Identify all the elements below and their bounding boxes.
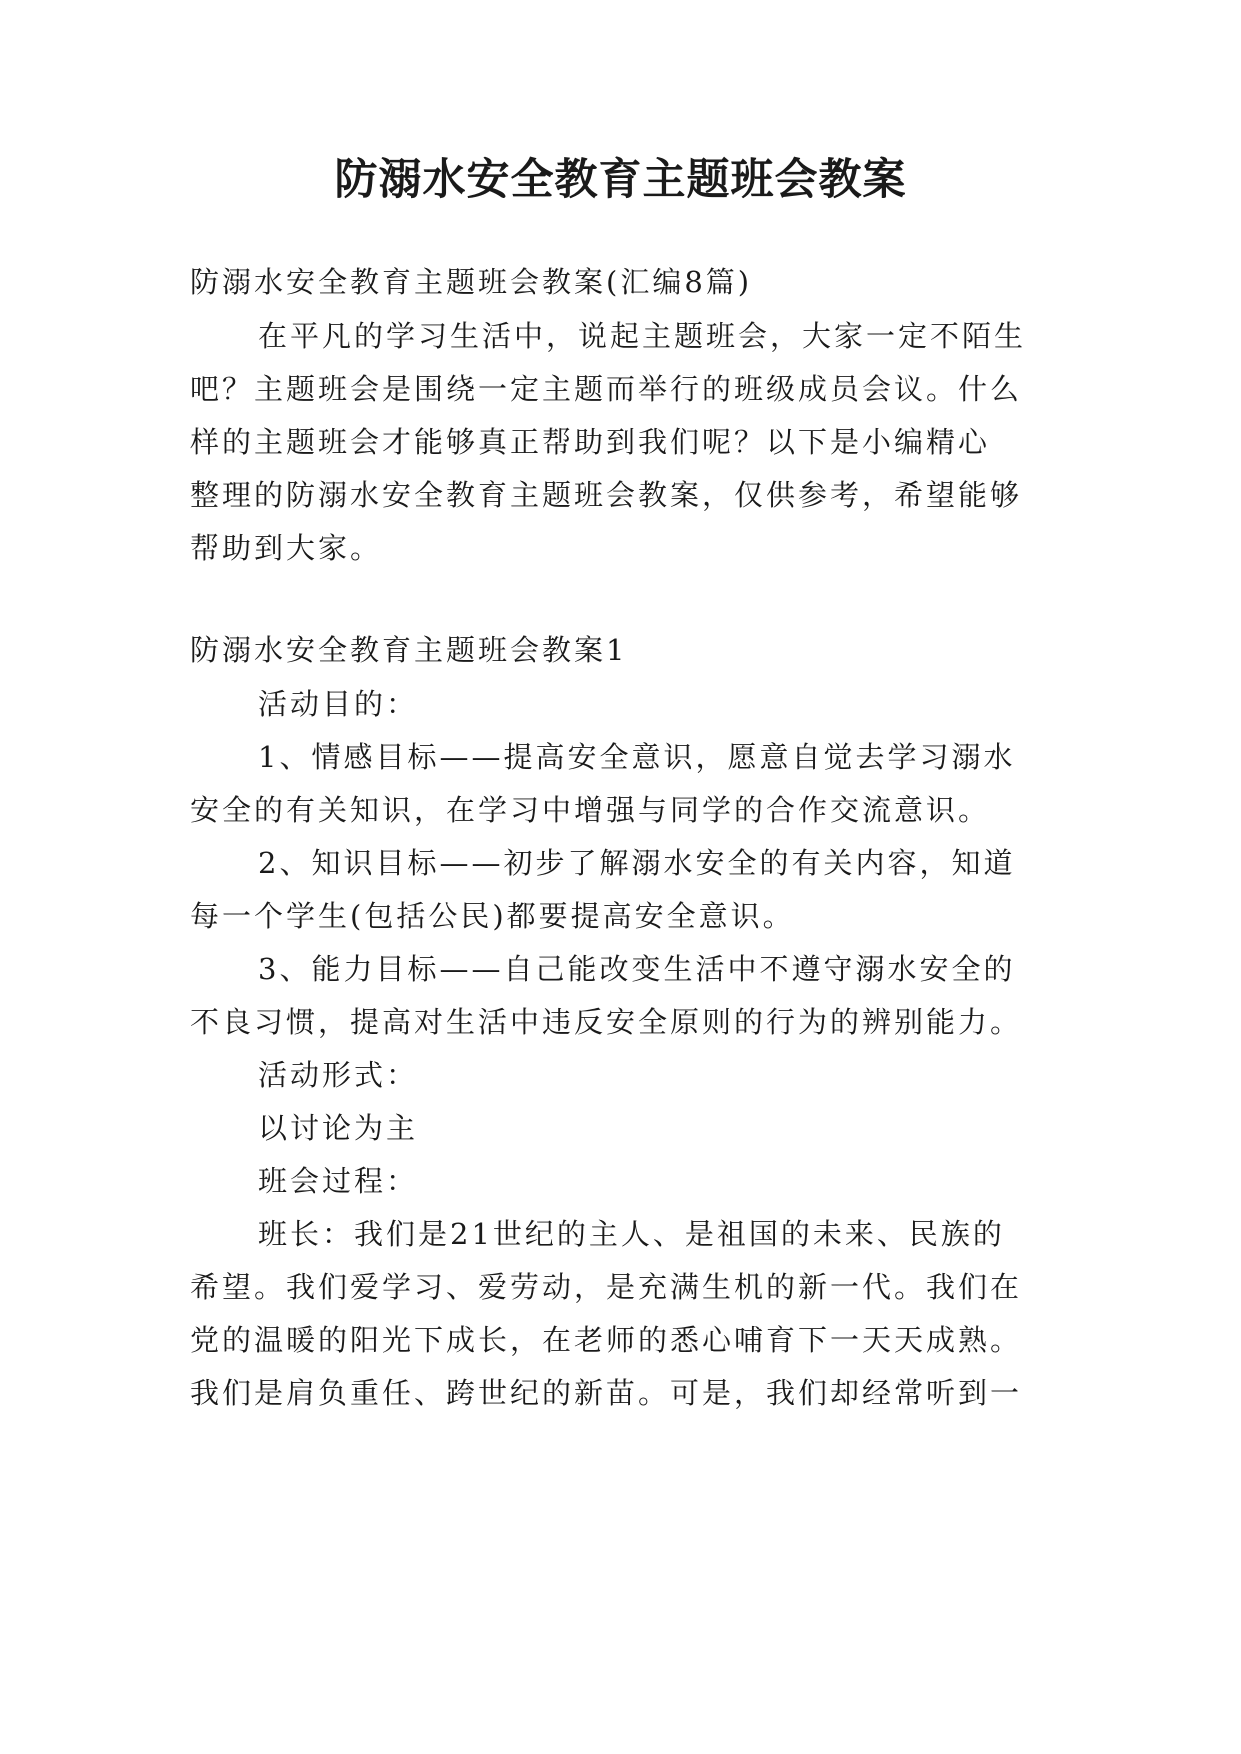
speech-line: 班长：我们是21世纪的主人、是祖国的未来、民族的 (258, 1217, 1005, 1251)
goal-line: 每一个学生(包括公民)都要提高安全意识。 (190, 899, 795, 933)
goal-line: 安全的有关知识，在学习中增强与同学的合作交流意识。 (190, 793, 991, 827)
intro-line: 帮助到大家。 (190, 531, 383, 565)
speech-line: 我们是肩负重任、跨世纪的新苗。可是，我们却经常听到一 (190, 1376, 1023, 1410)
intro-line: 在平凡的学习生活中，说起主题班会，大家一定不陌生 (258, 319, 1027, 353)
speech-line: 希望。我们爱学习、爱劳动，是充满生机的新一代。我们在 (190, 1270, 1023, 1304)
document-subtitle: 防溺水安全教育主题班会教案(汇编8篇) (190, 265, 753, 299)
goal-line: 1、情感目标——提高安全意识，愿意自觉去学习溺水 (258, 740, 1016, 774)
process-label: 班会过程： (258, 1164, 419, 1198)
intro-line: 整理的防溺水安全教育主题班会教案，仅供参考，希望能够 (190, 478, 1023, 512)
intro-line: 吧？主题班会是围绕一定主题而举行的班级成员会议。什么 (190, 372, 1023, 406)
speech-line: 党的温暖的阳光下成长，在老师的悉心哺育下一天天成熟。 (190, 1323, 1023, 1357)
intro-line: 样的主题班会才能够真正帮助到我们呢？以下是小编精心 (190, 425, 991, 459)
activity-form-label: 活动形式： (258, 1058, 419, 1092)
section-heading: 防溺水安全教育主题班会教案1 (190, 633, 628, 667)
goal-line: 不良习惯，提高对生活中违反安全原则的行为的辨别能力。 (190, 1005, 1023, 1039)
activity-form-value: 以讨论为主 (258, 1111, 419, 1145)
activity-goal-label: 活动目的： (258, 687, 419, 721)
goal-line: 2、知识目标——初步了解溺水安全的有关内容，知道 (258, 846, 1016, 880)
goal-line: 3、能力目标——自己能改变生活中不遵守溺水安全的 (258, 952, 1016, 986)
document-title: 防溺水安全教育主题班会教案 (334, 155, 907, 205)
